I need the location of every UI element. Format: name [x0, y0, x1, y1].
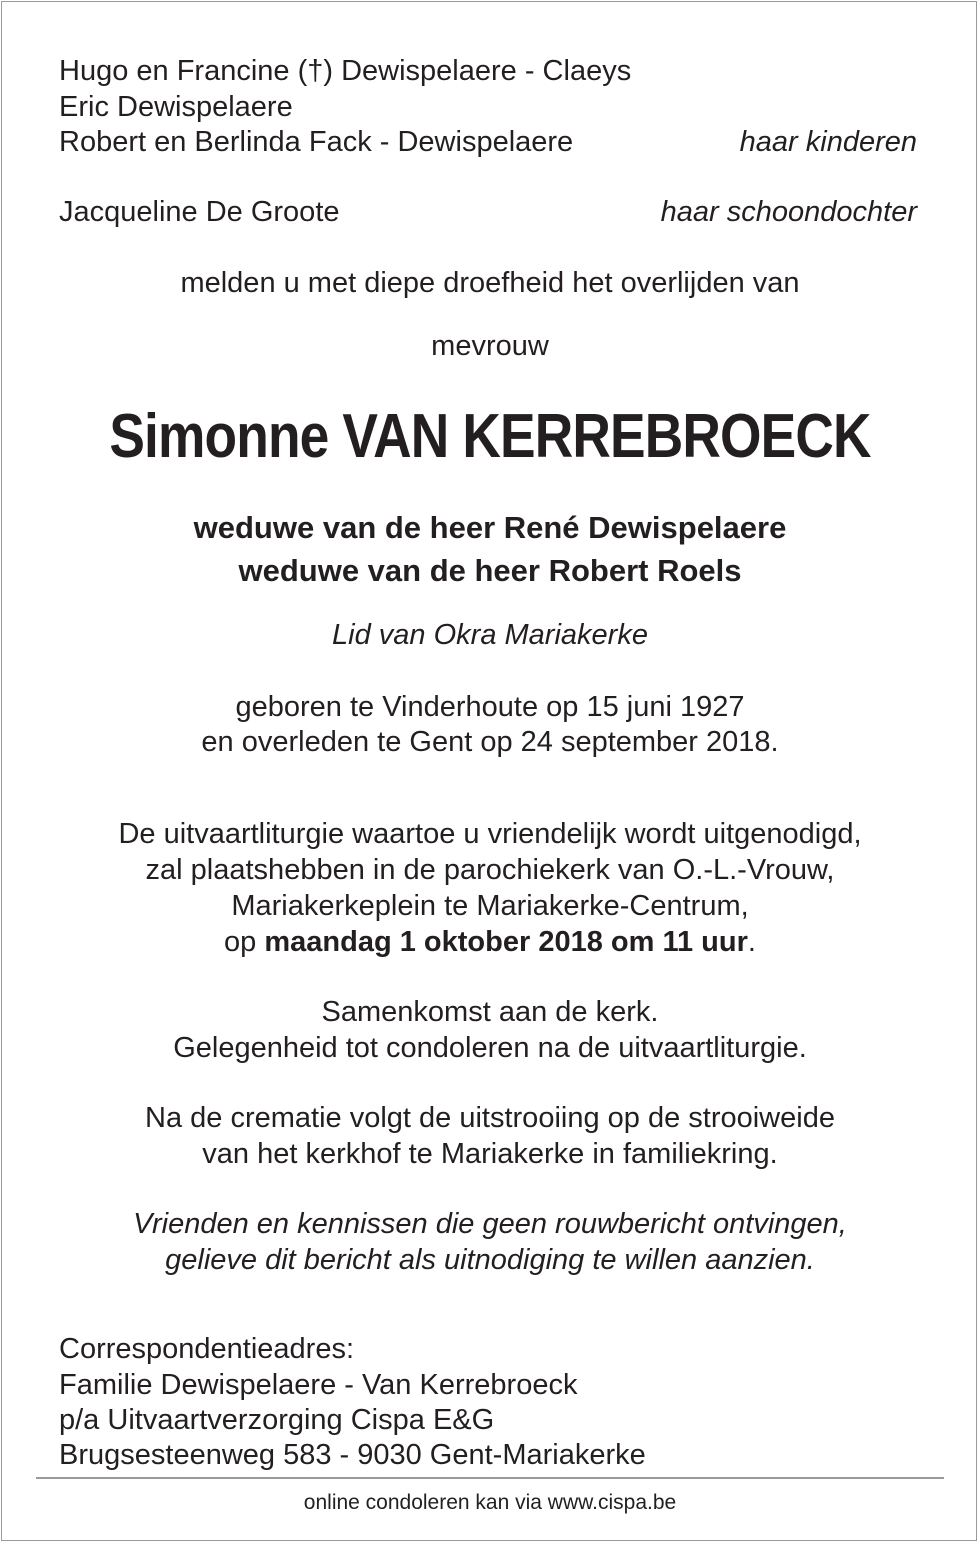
family-child-2: Eric Dewispelaere [59, 91, 293, 123]
widow-line-1: weduwe van de heer René Dewispelaere [193, 510, 787, 545]
funeral-line-1: De uitvaartliturgie waartoe u vriendelijk wordt uitgenodigd, [118, 818, 862, 850]
invitation-note-line-2: gelieve dit bericht als uitnodiging te willen aanzien. [165, 1244, 815, 1276]
funeral-date-prefix: op [224, 926, 265, 958]
correspondence-heading: Correspondentieadres: [59, 1333, 355, 1365]
funeral-date-suffix: . [747, 926, 756, 958]
daughter-in-law-role: haar schoondochter [660, 196, 917, 228]
daughter-in-law: Jacqueline De Groote [59, 196, 340, 228]
widow-line-2: weduwe van de heer Robert Roels [238, 553, 742, 588]
funeral-date-line [0, 924, 980, 960]
cremation-line-1: Na de crematie volgt de uitstrooiing op de strooiweide [145, 1102, 835, 1134]
announcement-intro: melden u met diepe droefheid het overlijden van [180, 267, 800, 299]
gathering-line-1: Samenkomst aan de kerk. [321, 996, 659, 1028]
correspondence-line-2: p/a Uitvaartverzorging Cispa E&G [59, 1404, 495, 1436]
invitation-note-line-1: Vrienden en kennissen die geen rouwbericht ontvingen, [133, 1208, 847, 1240]
cremation-line-2: van het kerkhof te Mariakerke in familiekring. [202, 1138, 778, 1170]
deceased-name: Simonne VAN KERREBROECK [109, 402, 871, 471]
family-child-1: Hugo en Francine (†) Dewispelaere - Claeys [59, 55, 632, 87]
birth-line: geboren te Vinderhoute op 15 juni 1927 [235, 691, 745, 723]
correspondence-line-1: Familie Dewispelaere - Van Kerrebroeck [59, 1369, 578, 1401]
footer-condolence-link: online condoleren kan via www.cispa.be [303, 1491, 677, 1514]
funeral-line-3: Mariakerkeplein te Mariakerke-Centrum, [231, 890, 749, 922]
children-role: haar kinderen [739, 126, 917, 158]
death-line: en overleden te Gent op 24 september 2018. [201, 726, 779, 758]
family-child-3: Robert en Berlinda Fack - Dewispelaere [59, 126, 574, 158]
footer-divider [36, 1477, 944, 1479]
announcement-title: mevrouw [431, 330, 549, 362]
gathering-line-2: Gelegenheid tot condoleren na de uitvaartliturgie. [173, 1032, 807, 1064]
correspondence-line-3: Brugsesteenweg 583 - 9030 Gent-Mariakerke [59, 1439, 646, 1471]
membership: Lid van Okra Mariakerke [332, 619, 648, 651]
notice-frame [1, 1, 977, 1541]
funeral-date: maandag 1 oktober 2018 om 11 uur [264, 926, 748, 958]
funeral-line-2: zal plaatshebben in de parochiekerk van O.-L.-Vrouw, [145, 854, 835, 886]
